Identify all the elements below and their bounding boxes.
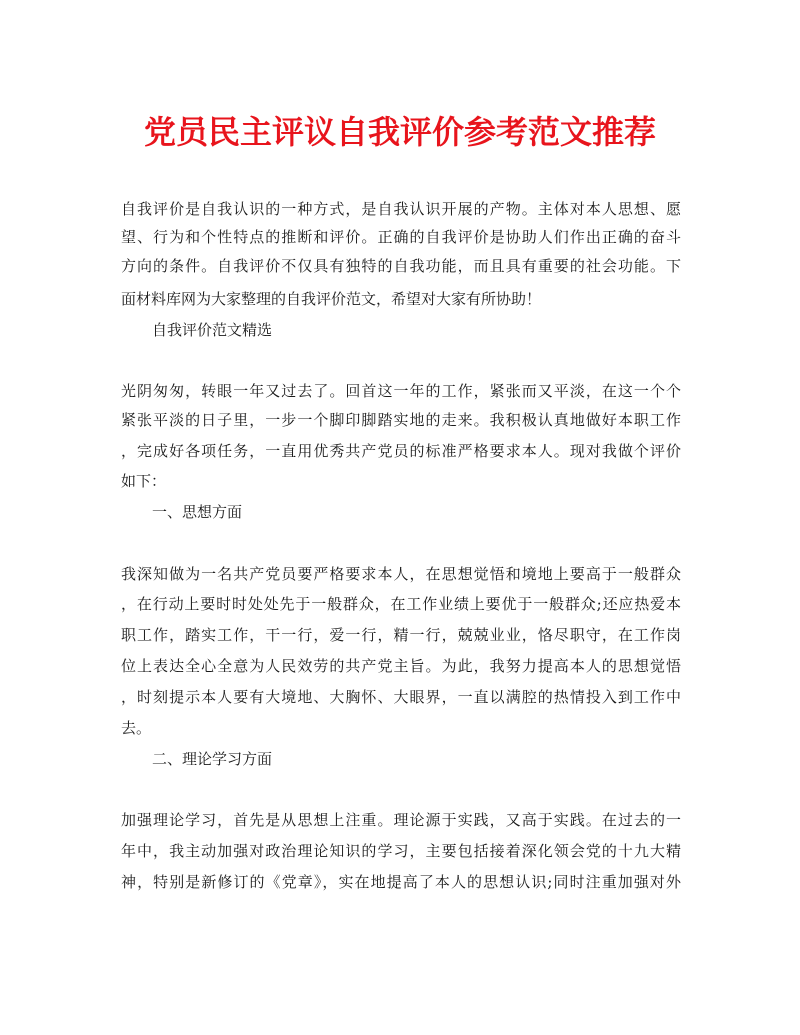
intro-line-1: 自我评价是自我认识的一种方式，是自我认识开展的产物。主体对本人思想、愿 (121, 200, 681, 218)
para1-line-1: 光阴匆匆，转眼一年又过去了。回首这一年的工作，紧张而又平淡，在这一个个 (121, 382, 681, 400)
para3-line-1: 加强理论学习，首先是从思想上注重。理论源于实践，又高于实践。在过去的一 (121, 811, 681, 829)
para1-line-3: ，完成好各项任务，一直用优秀共产党员的标准严格要求本人。现对我做个评价 (121, 442, 681, 460)
document-title: 党员民主评议自我评价参考范文推荐 (143, 113, 656, 151)
intro-line-3: 方向的条件。自我评价不仅具有独特的自我功能，而且具有重要的社会功能。下 (121, 257, 681, 275)
section1-heading: 一、思想方面 (152, 503, 243, 521)
para3-line-2: 年中，我主动加强对政治理论知识的学习，主要包括接着深化领会党的十九大精 (121, 842, 681, 860)
intro-line-2: 望、行为和个性特点的推断和评价。正确的自我评价是协助人们作出正确的奋斗 (121, 228, 681, 246)
para2-line-1: 我深知做为一名共产党员要严格要求本人，在思想觉悟和境地上要高于一般群众 (121, 565, 681, 583)
para2-line-5: ，时刻提示本人要有大境地、大胸怀、大眼界，一直以满腔的热情投入到工作中 (121, 688, 681, 706)
para2-line-4: 位上表达全心全意为人民效劳的共产党主旨。为此，我努力提高本人的思想觉悟 (121, 657, 681, 675)
para2-line-3: 职工作，踏实工作，干一行，爱一行，精一行，兢兢业业，恪尽职守，在工作岗 (121, 626, 681, 644)
section2-heading: 二、理论学习方面 (152, 750, 273, 768)
sample-heading: 自我评价范文精选 (152, 321, 273, 339)
para1-line-2: 紧张平淡的日子里，一步一个脚印脚踏实地的走来。我积极认真地做好本职工作 (121, 411, 681, 429)
para1-line-4: 如下： (121, 472, 167, 490)
intro-line-4: 面材料库网为大家整理的自我评价范文，希望对大家有所协助！ (121, 290, 542, 308)
para3-line-3: 神，特别是新修订的《党章》，实在地提高了本人的思想认识;同时注重加强对外 (121, 873, 681, 891)
para2-line-6: 去。 (121, 719, 152, 737)
para2-line-2: ，在行动上要时时处处先于一般群众，在工作业绩上要优于一般群众;还应热爱本 (121, 595, 681, 613)
